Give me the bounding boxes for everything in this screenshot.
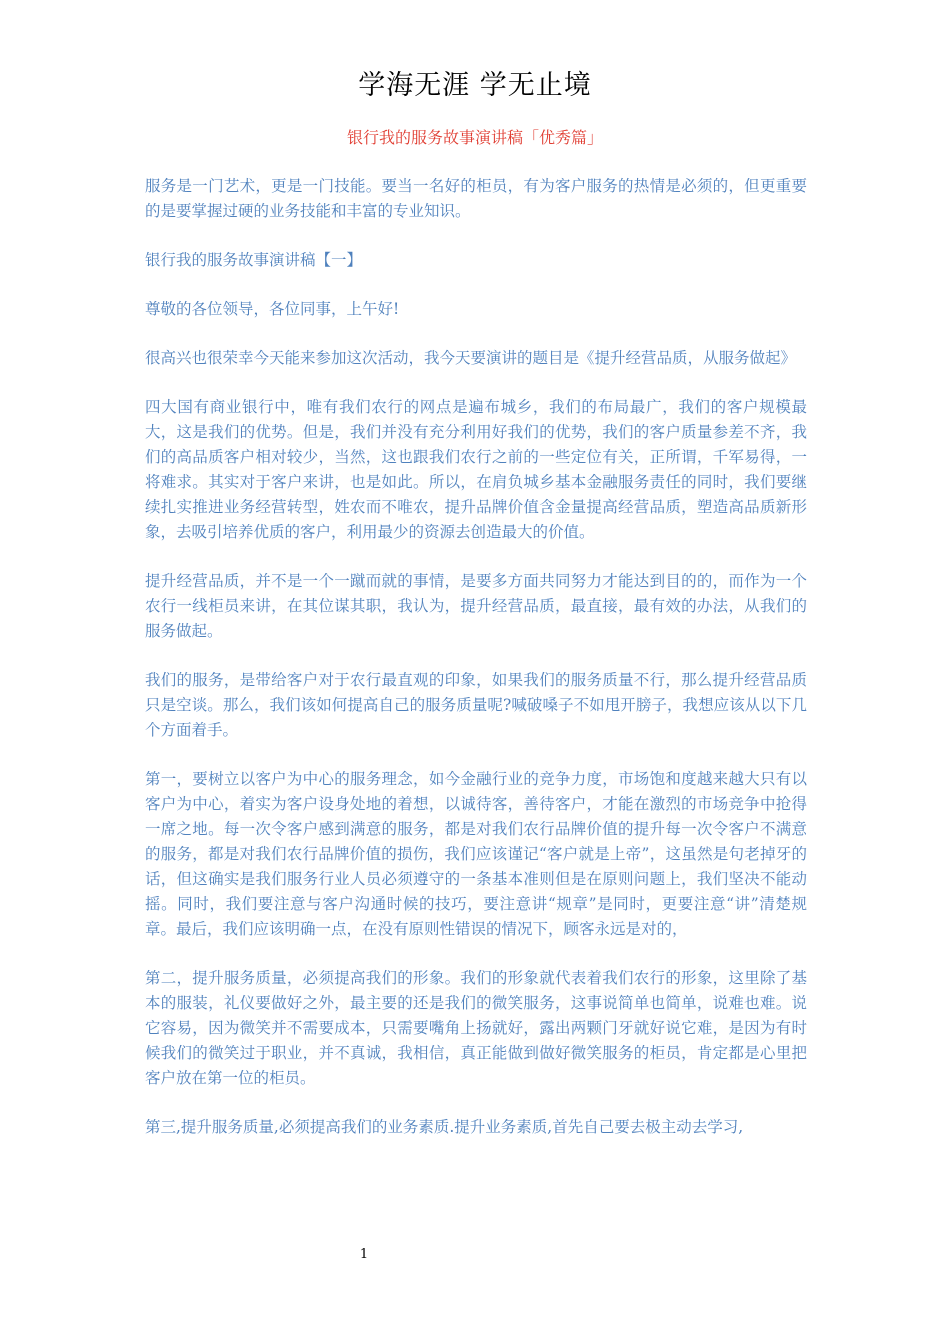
document-body — [145, 174, 807, 1164]
paragraph: 尊敬的各位领导，各位同事，上午好! — [145, 300, 400, 318]
paragraph: 第一，要树立以客户为中心的服务理念，如今金融行业的竞争力度，市场饱和度越来越大只有以客户为中心，着实为客户设身处地的着想，以诚待客，善待客户，才能在激烈的市场竞争中抢得一席之地。每一次令客户感到满意的服务，都是对我们农行品牌价值的提升每一次令客户不满意的服务，都是对我们农行品牌价值的损伤，我们应该谨记“客户就是上帝”，这虽然是句老掉牙的话，但这确实是我们服务行业人员必须遵守的一条基本准则但是在原则问题上，我们坚决不能动摇。同时，我们要注意与客户沟通时候的技巧，要注意讲“规章”是同时，更要注意“讲”清楚规章。最后，我们应该明确一点，在没有原则性错误的情况下，顾客永远是对的， — [145, 770, 807, 938]
paragraph: 四大国有商业银行中，唯有我们农行的网点是遍布城乡，我们的布局最广，我们的客户规模最大，这是我们的优势。但是，我们并没有充分利用好我们的优势，我们的客户质量参差不齐，我们的高品质客户相对较少，当然，这也跟我们农行之前的一些定位有关，正所谓，千军易得，一将难求。其实对于客户来讲，也是如此。所以，在肩负城乡基本金融服务责任的同时，我们要继续扎实推进业务经营转型，姓农而不唯农，提升品牌价值含金量提高经营品质，塑造高品质新形象，去吸引培养优质的客户，利用最少的资源去创造最大的价值。 — [145, 398, 807, 541]
paragraph: 第三,提升服务质量,必须提高我们的业务素质.提升业务素质,首先自己要去极主动去学习, — [145, 1118, 744, 1136]
document-title: 银行我的服务故事演讲稿「优秀篇」 — [346, 128, 603, 147]
section-heading: 银行我的服务故事演讲稿【一】 — [145, 251, 363, 269]
paragraph: 服务是一门艺术，更是一门技能。要当一名好的柜员，有为客户服务的热情是必须的，但更重要的是要掌握过硬的业务技能和丰富的专业知识。 — [145, 177, 807, 220]
header-title: 学海无涯 学无止境 — [358, 70, 592, 101]
paragraph: 提升经营品质，并不是一个一蹴而就的事情，是要多方面共同努力才能达到目的的，而作为一个农行一线柜员来讲，在其位谋其职，我认为，提升经营品质，最直接，最有效的办法，从我们的服务做起。 — [145, 572, 807, 640]
paragraph: 我们的服务，是带给客户对于农行最直观的印象，如果我们的服务质量不行，那么提升经营品质只是空谈。那么，我们该如何提高自己的服务质量呢?喊破嗓子不如甩开膀子，我想应该从以下几个方面着手。 — [145, 671, 807, 739]
paragraph: 第二，提升服务质量，必须提高我们的形象。我们的形象就代表着我们农行的形象，这里除了基本的服装，礼仪要做好之外，最主要的还是我们的微笑服务，这事说简单也简单，说难也难。说它容易，因为微笑并不需要成本，只需要嘴角上扬就好，露出两颗门牙就好说它难，是因为有时候我们的微笑过于职业，并不真诚，我相信，真正能做到做好微笑服务的柜员，肯定都是心里把客户放在第一位的柜员。 — [145, 969, 807, 1087]
page-number: 1 — [359, 1247, 369, 1262]
paragraph: 很高兴也很荣幸今天能来参加这次活动，我今天要演讲的题目是《提升经营品质，从服务做起》 — [145, 349, 797, 367]
